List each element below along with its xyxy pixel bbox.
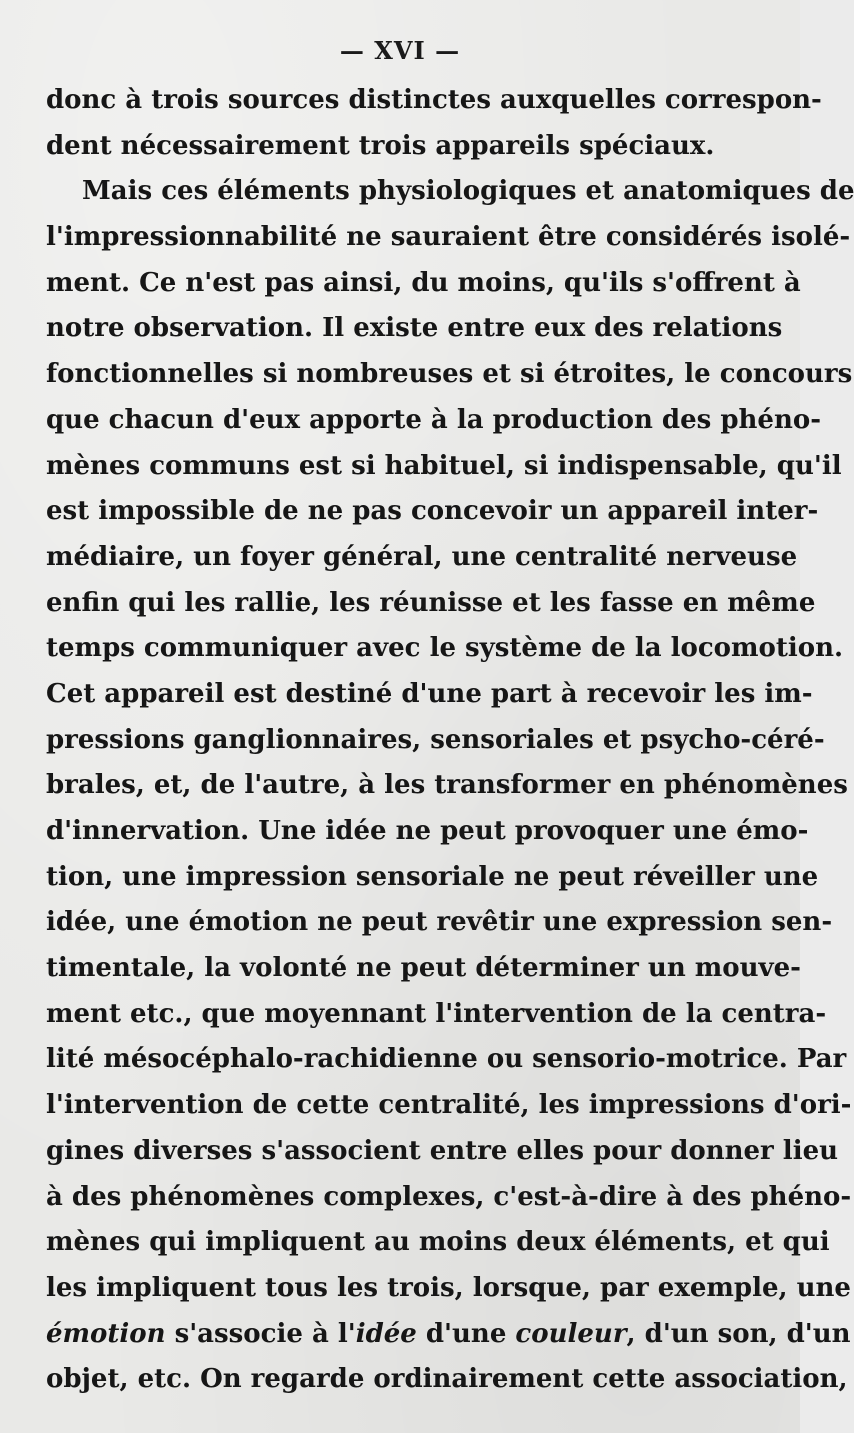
text-line: à des phénomènes complexes, c'est-à-dire à des phéno- xyxy=(46,1181,852,1212)
text-line: pressions ganglionnaires, sensoriales et psycho-céré- xyxy=(46,724,825,755)
italic-word: couleur xyxy=(515,1318,627,1349)
text-line: mènes communs est si habituel, si indispensable, qu'il xyxy=(46,450,842,481)
text-line: timentale, la volonté ne peut déterminer un mouve- xyxy=(46,953,801,984)
text-line: l'impressionnabilité ne sauraient être considérés isolé- xyxy=(46,222,851,253)
text-line-italics xyxy=(46,1312,851,1358)
text-line: que chacun d'eux apporte à la production des phéno- xyxy=(46,404,821,435)
text-line: enfin qui les rallie, les réunisse et les fasse en même xyxy=(46,587,816,618)
text-line: tion, une impression sensoriale ne peut réveiller une xyxy=(46,861,819,892)
text-line: ment etc., que moyennant l'intervention de la centra- xyxy=(46,998,827,1029)
text-line: l'intervention de cette centralité, les impressions d'ori- xyxy=(46,1090,852,1121)
text-line: mènes qui impliquent au moins deux éléments, et qui xyxy=(46,1227,830,1258)
text-segment: s'associe à l' xyxy=(165,1318,356,1349)
text-line: dent nécessairement trois appareils spéciaux. xyxy=(46,130,715,161)
text-line: les impliquent tous les trois, lorsque, par exemple, une xyxy=(46,1272,851,1303)
text-line: objet, etc. On regarde ordinairement cette association, xyxy=(46,1364,848,1395)
text-line: d'innervation. Une idée ne peut provoquer une émo- xyxy=(46,816,809,846)
text-line: Cet appareil est destiné d'une part à recevoir les im- xyxy=(46,678,813,709)
text-line: idée, une émotion ne peut revêtir une expression sen- xyxy=(46,907,833,938)
text-line: donc à trois sources distinctes auxquelles correspon- xyxy=(46,85,822,115)
text-segment: d'une xyxy=(416,1318,516,1349)
body-text xyxy=(46,78,854,1403)
text-line: lité mésocéphalo-rachidienne ou sensorio-motrice. Par xyxy=(46,1044,847,1075)
text-line: fonctionnelles si nombreuses et si étroites, le concours xyxy=(46,359,853,390)
text-line: est impossible de ne pas concevoir un appareil inter- xyxy=(46,496,819,527)
text-line: Mais ces éléments physiologiques et anatomiques de xyxy=(82,176,854,207)
page-number: — XVI — xyxy=(339,36,461,65)
text-line: gines diverses s'associent entre elles pour donner lieu xyxy=(46,1135,839,1166)
text-line: ment. Ce n'est pas ainsi, du moins, qu'ils s'offrent à xyxy=(46,267,801,298)
text-line: médiaire, un foyer général, une centralité nerveuse xyxy=(46,541,798,572)
text-line: notre observation. Il existe entre eux des relations xyxy=(46,313,783,344)
text-line: temps communiquer avec le système de la locomotion. xyxy=(46,633,844,664)
text-segment: , d'un son, d'un xyxy=(626,1318,851,1349)
italic-word: idée xyxy=(355,1318,417,1349)
italic-word: émotion xyxy=(46,1318,166,1349)
text-line: brales, et, de l'autre, à les transformer en phénomènes xyxy=(46,770,848,801)
